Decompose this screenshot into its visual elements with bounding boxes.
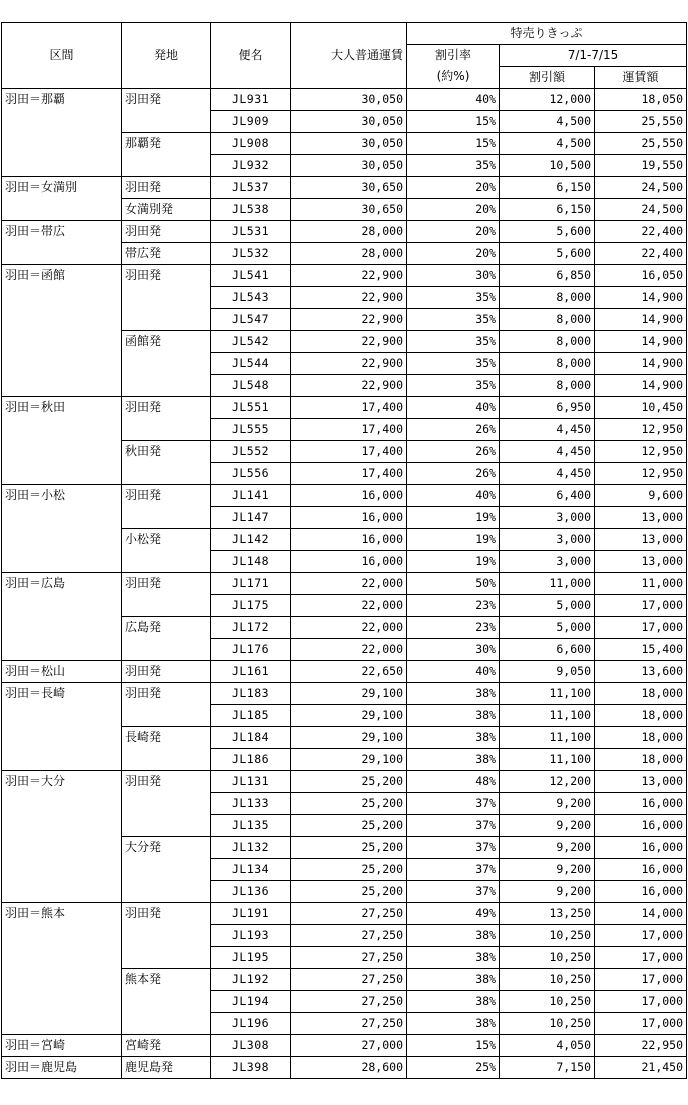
section-cell: 羽田＝女満別 <box>2 177 122 221</box>
header-regular-fare: 大人普通運賃 <box>291 23 407 89</box>
regular-fare-cell: 30,050 <box>291 89 407 111</box>
regular-fare-cell: 22,900 <box>291 287 407 309</box>
discount-rate-cell: 19% <box>407 551 500 573</box>
fare-amount-cell: 12,950 <box>595 463 687 485</box>
discount-amount-cell: 3,000 <box>500 507 595 529</box>
flight-cell: JL931 <box>211 89 291 111</box>
discount-amount-cell: 13,250 <box>500 903 595 925</box>
origin-cell: 羽田発 <box>122 177 211 199</box>
discount-amount-cell: 11,000 <box>500 573 595 595</box>
regular-fare-cell: 30,650 <box>291 177 407 199</box>
discount-rate-cell: 49% <box>407 903 500 925</box>
regular-fare-cell: 25,200 <box>291 793 407 815</box>
discount-amount-cell: 9,050 <box>500 661 595 683</box>
flight-cell: JL183 <box>211 683 291 705</box>
fare-amount-cell: 13,600 <box>595 661 687 683</box>
origin-cell: 熊本発 <box>122 969 211 1035</box>
discount-amount-cell: 11,100 <box>500 749 595 771</box>
flight-cell: JL175 <box>211 595 291 617</box>
discount-amount-cell: 6,150 <box>500 177 595 199</box>
origin-cell: 広島発 <box>122 617 211 661</box>
discount-amount-cell: 8,000 <box>500 353 595 375</box>
fare-amount-cell: 14,000 <box>595 903 687 925</box>
regular-fare-cell: 22,000 <box>291 573 407 595</box>
discount-amount-cell: 3,000 <box>500 551 595 573</box>
discount-amount-cell: 8,000 <box>500 375 595 397</box>
fare-row <box>2 1035 687 1057</box>
flight-cell: JL172 <box>211 617 291 639</box>
discount-rate-cell: 40% <box>407 485 500 507</box>
origin-cell: 羽田発 <box>122 89 211 133</box>
regular-fare-cell: 25,200 <box>291 815 407 837</box>
flight-cell: JL131 <box>211 771 291 793</box>
discount-rate-cell: 35% <box>407 331 500 353</box>
regular-fare-cell: 17,400 <box>291 463 407 485</box>
fare-amount-cell: 14,900 <box>595 309 687 331</box>
discount-amount-cell: 9,200 <box>500 881 595 903</box>
regular-fare-cell: 22,900 <box>291 331 407 353</box>
flight-cell: JL541 <box>211 265 291 287</box>
regular-fare-cell: 22,900 <box>291 353 407 375</box>
regular-fare-cell: 30,050 <box>291 155 407 177</box>
header-fare-amount: 運賃額 <box>595 67 687 89</box>
discount-rate-cell: 38% <box>407 705 500 727</box>
fare-amount-cell: 16,000 <box>595 859 687 881</box>
discount-amount-cell: 6,150 <box>500 199 595 221</box>
discount-rate-cell: 38% <box>407 683 500 705</box>
fare-amount-cell: 13,000 <box>595 551 687 573</box>
fare-amount-cell: 25,550 <box>595 133 687 155</box>
origin-cell: 宮崎発 <box>122 1035 211 1057</box>
discount-amount-cell: 12,000 <box>500 89 595 111</box>
flight-cell: JL555 <box>211 419 291 441</box>
fare-row <box>2 89 687 111</box>
discount-amount-cell: 7,150 <box>500 1057 595 1079</box>
fare-amount-cell: 25,550 <box>595 111 687 133</box>
discount-amount-cell: 6,850 <box>500 265 595 287</box>
discount-amount-cell: 11,100 <box>500 727 595 749</box>
flight-cell: JL531 <box>211 221 291 243</box>
flight-cell: JL184 <box>211 727 291 749</box>
fare-amount-cell: 11,000 <box>595 573 687 595</box>
discount-amount-cell: 8,000 <box>500 287 595 309</box>
fare-amount-cell: 22,400 <box>595 221 687 243</box>
discount-amount-cell: 4,450 <box>500 419 595 441</box>
discount-amount-cell: 11,100 <box>500 683 595 705</box>
flight-cell: JL142 <box>211 529 291 551</box>
discount-amount-cell: 10,500 <box>500 155 595 177</box>
discount-amount-cell: 4,450 <box>500 463 595 485</box>
discount-rate-cell: 23% <box>407 617 500 639</box>
discount-amount-cell: 6,400 <box>500 485 595 507</box>
fare-row <box>2 771 687 793</box>
regular-fare-cell: 22,000 <box>291 617 407 639</box>
origin-cell: 羽田発 <box>122 573 211 617</box>
fare-amount-cell: 17,000 <box>595 595 687 617</box>
discount-amount-cell: 5,600 <box>500 243 595 265</box>
discount-amount-cell: 5,000 <box>500 595 595 617</box>
fare-amount-cell: 21,450 <box>595 1057 687 1079</box>
fare-amount-cell: 10,450 <box>595 397 687 419</box>
origin-cell: 函館発 <box>122 331 211 397</box>
origin-cell: 羽田発 <box>122 485 211 529</box>
discount-rate-cell: 26% <box>407 463 500 485</box>
flight-cell: JL542 <box>211 331 291 353</box>
discount-rate-cell: 40% <box>407 661 500 683</box>
fare-amount-cell: 16,000 <box>595 793 687 815</box>
discount-rate-cell: 20% <box>407 221 500 243</box>
regular-fare-cell: 27,250 <box>291 969 407 991</box>
origin-cell: 長崎発 <box>122 727 211 771</box>
regular-fare-cell: 29,100 <box>291 683 407 705</box>
discount-amount-cell: 10,250 <box>500 991 595 1013</box>
flight-cell: JL133 <box>211 793 291 815</box>
discount-rate-cell: 38% <box>407 947 500 969</box>
discount-amount-cell: 10,250 <box>500 969 595 991</box>
regular-fare-cell: 25,200 <box>291 837 407 859</box>
flight-cell: JL194 <box>211 991 291 1013</box>
header-period: 7/1-7/15 <box>500 45 687 67</box>
regular-fare-cell: 28,000 <box>291 243 407 265</box>
discount-rate-cell: 38% <box>407 925 500 947</box>
discount-rate-cell: 35% <box>407 375 500 397</box>
fare-amount-cell: 22,950 <box>595 1035 687 1057</box>
section-cell: 羽田＝長崎 <box>2 683 122 771</box>
regular-fare-cell: 22,900 <box>291 375 407 397</box>
discount-rate-cell: 38% <box>407 1013 500 1035</box>
flight-cell: JL193 <box>211 925 291 947</box>
regular-fare-cell: 16,000 <box>291 529 407 551</box>
fare-amount-cell: 17,000 <box>595 925 687 947</box>
discount-amount-cell: 6,950 <box>500 397 595 419</box>
flight-cell: JL932 <box>211 155 291 177</box>
regular-fare-cell: 29,100 <box>291 727 407 749</box>
discount-rate-cell: 26% <box>407 441 500 463</box>
discount-amount-cell: 12,200 <box>500 771 595 793</box>
discount-amount-cell: 10,250 <box>500 947 595 969</box>
discount-amount-cell: 10,250 <box>500 1013 595 1035</box>
fare-amount-cell: 12,950 <box>595 419 687 441</box>
discount-amount-cell: 3,000 <box>500 529 595 551</box>
flight-cell: JL135 <box>211 815 291 837</box>
flight-cell: JL556 <box>211 463 291 485</box>
regular-fare-cell: 16,000 <box>291 485 407 507</box>
regular-fare-cell: 17,400 <box>291 441 407 463</box>
discount-rate-cell: 48% <box>407 771 500 793</box>
fare-amount-cell: 14,900 <box>595 353 687 375</box>
discount-rate-cell: 38% <box>407 749 500 771</box>
discount-amount-cell: 11,100 <box>500 705 595 727</box>
fare-amount-cell: 18,000 <box>595 749 687 771</box>
regular-fare-cell: 27,250 <box>291 903 407 925</box>
fare-amount-cell: 12,950 <box>595 441 687 463</box>
fare-amount-cell: 16,000 <box>595 815 687 837</box>
flight-cell: JL171 <box>211 573 291 595</box>
discount-rate-cell: 37% <box>407 793 500 815</box>
fare-amount-cell: 17,000 <box>595 947 687 969</box>
discount-amount-cell: 4,500 <box>500 111 595 133</box>
flight-cell: JL136 <box>211 881 291 903</box>
flight-cell: JL134 <box>211 859 291 881</box>
flight-cell: JL547 <box>211 309 291 331</box>
flight-cell: JL148 <box>211 551 291 573</box>
fare-amount-cell: 14,900 <box>595 375 687 397</box>
fare-amount-cell: 16,050 <box>595 265 687 287</box>
discount-rate-cell: 37% <box>407 859 500 881</box>
fare-amount-cell: 18,000 <box>595 683 687 705</box>
fare-row <box>2 683 687 705</box>
fare-amount-cell: 17,000 <box>595 991 687 1013</box>
origin-cell: 羽田発 <box>122 221 211 243</box>
regular-fare-cell: 22,900 <box>291 309 407 331</box>
origin-cell: 小松発 <box>122 529 211 573</box>
flight-cell: JL544 <box>211 353 291 375</box>
discount-amount-cell: 9,200 <box>500 793 595 815</box>
discount-rate-cell: 38% <box>407 727 500 749</box>
discount-rate-cell: 26% <box>407 419 500 441</box>
origin-cell: 羽田発 <box>122 683 211 727</box>
fare-amount-cell: 13,000 <box>595 771 687 793</box>
discount-rate-cell: 35% <box>407 155 500 177</box>
flight-cell: JL552 <box>211 441 291 463</box>
fare-row <box>2 397 687 419</box>
regular-fare-cell: 30,650 <box>291 199 407 221</box>
origin-cell: 羽田発 <box>122 661 211 683</box>
fare-amount-cell: 22,400 <box>595 243 687 265</box>
header-section: 区間 <box>2 23 122 89</box>
flight-cell: JL908 <box>211 133 291 155</box>
regular-fare-cell: 25,200 <box>291 881 407 903</box>
origin-cell: 羽田発 <box>122 265 211 331</box>
discount-amount-cell: 9,200 <box>500 837 595 859</box>
flight-cell: JL909 <box>211 111 291 133</box>
regular-fare-cell: 27,250 <box>291 1013 407 1035</box>
regular-fare-cell: 27,250 <box>291 947 407 969</box>
header-origin: 発地 <box>122 23 211 89</box>
discount-amount-cell: 9,200 <box>500 859 595 881</box>
flight-cell: JL538 <box>211 199 291 221</box>
header-discount-rate-line2: (約%) <box>436 69 470 83</box>
section-cell: 羽田＝帯広 <box>2 221 122 265</box>
section-cell: 羽田＝秋田 <box>2 397 122 485</box>
discount-rate-cell: 40% <box>407 89 500 111</box>
origin-cell: 帯広発 <box>122 243 211 265</box>
flight-cell: JL147 <box>211 507 291 529</box>
discount-rate-cell: 20% <box>407 177 500 199</box>
flight-cell: JL195 <box>211 947 291 969</box>
regular-fare-cell: 25,200 <box>291 859 407 881</box>
regular-fare-cell: 27,250 <box>291 991 407 1013</box>
regular-fare-cell: 16,000 <box>291 507 407 529</box>
discount-rate-cell: 35% <box>407 309 500 331</box>
regular-fare-cell: 22,000 <box>291 639 407 661</box>
fare-row <box>2 661 687 683</box>
fare-row <box>2 221 687 243</box>
fare-amount-cell: 13,000 <box>595 507 687 529</box>
discount-rate-cell: 50% <box>407 573 500 595</box>
regular-fare-cell: 22,650 <box>291 661 407 683</box>
origin-cell: 羽田発 <box>122 771 211 837</box>
flight-cell: JL192 <box>211 969 291 991</box>
flight-cell: JL551 <box>211 397 291 419</box>
discount-rate-cell: 37% <box>407 837 500 859</box>
fare-amount-cell: 18,050 <box>595 89 687 111</box>
discount-rate-cell: 15% <box>407 111 500 133</box>
fare-amount-cell: 17,000 <box>595 617 687 639</box>
fare-row <box>2 1057 687 1079</box>
fare-amount-cell: 15,400 <box>595 639 687 661</box>
flight-cell: JL161 <box>211 661 291 683</box>
fare-amount-cell: 14,900 <box>595 287 687 309</box>
regular-fare-cell: 28,000 <box>291 221 407 243</box>
discount-rate-cell: 38% <box>407 969 500 991</box>
header-special-ticket: 特売りきっぷ <box>407 23 687 45</box>
discount-rate-cell: 15% <box>407 1035 500 1057</box>
header-row <box>2 23 687 45</box>
discount-rate-cell: 19% <box>407 507 500 529</box>
section-cell: 羽田＝熊本 <box>2 903 122 1035</box>
discount-amount-cell: 10,250 <box>500 925 595 947</box>
discount-rate-cell: 38% <box>407 991 500 1013</box>
flight-cell: JL185 <box>211 705 291 727</box>
discount-rate-cell: 30% <box>407 639 500 661</box>
discount-amount-cell: 8,000 <box>500 331 595 353</box>
flight-cell: JL176 <box>211 639 291 661</box>
section-cell: 羽田＝鹿児島 <box>2 1057 122 1079</box>
origin-cell: 鹿児島発 <box>122 1057 211 1079</box>
origin-cell: 大分発 <box>122 837 211 903</box>
discount-rate-cell: 23% <box>407 595 500 617</box>
fare-row <box>2 485 687 507</box>
fare-amount-cell: 24,500 <box>595 199 687 221</box>
fare-table <box>1 22 687 1079</box>
discount-amount-cell: 4,500 <box>500 133 595 155</box>
regular-fare-cell: 27,250 <box>291 925 407 947</box>
discount-rate-cell: 37% <box>407 815 500 837</box>
discount-rate-cell: 35% <box>407 287 500 309</box>
regular-fare-cell: 28,600 <box>291 1057 407 1079</box>
section-cell: 羽田＝宮崎 <box>2 1035 122 1057</box>
flight-cell: JL532 <box>211 243 291 265</box>
origin-cell: 女満別発 <box>122 199 211 221</box>
fare-amount-cell: 14,900 <box>595 331 687 353</box>
discount-rate-cell: 20% <box>407 243 500 265</box>
regular-fare-cell: 22,900 <box>291 265 407 287</box>
fare-amount-cell: 9,600 <box>595 485 687 507</box>
flight-cell: JL141 <box>211 485 291 507</box>
regular-fare-cell: 17,400 <box>291 397 407 419</box>
fare-amount-cell: 16,000 <box>595 837 687 859</box>
header-flight: 便名 <box>211 23 291 89</box>
fare-amount-cell: 16,000 <box>595 881 687 903</box>
section-cell: 羽田＝広島 <box>2 573 122 661</box>
discount-amount-cell: 6,600 <box>500 639 595 661</box>
regular-fare-cell: 27,000 <box>291 1035 407 1057</box>
regular-fare-cell: 29,100 <box>291 705 407 727</box>
section-cell: 羽田＝小松 <box>2 485 122 573</box>
discount-rate-cell: 30% <box>407 265 500 287</box>
discount-amount-cell: 4,450 <box>500 441 595 463</box>
flight-cell: JL548 <box>211 375 291 397</box>
discount-rate-cell: 19% <box>407 529 500 551</box>
discount-amount-cell: 8,000 <box>500 309 595 331</box>
regular-fare-cell: 17,400 <box>291 419 407 441</box>
discount-rate-cell: 15% <box>407 133 500 155</box>
fare-row <box>2 265 687 287</box>
discount-amount-cell: 4,050 <box>500 1035 595 1057</box>
fare-amount-cell: 24,500 <box>595 177 687 199</box>
section-cell: 羽田＝函館 <box>2 265 122 397</box>
regular-fare-cell: 22,000 <box>291 595 407 617</box>
fare-amount-cell: 17,000 <box>595 1013 687 1035</box>
regular-fare-cell: 29,100 <box>291 749 407 771</box>
fare-amount-cell: 18,000 <box>595 727 687 749</box>
flight-cell: JL308 <box>211 1035 291 1057</box>
fare-row <box>2 903 687 925</box>
fare-row <box>2 177 687 199</box>
fare-amount-cell: 13,000 <box>595 529 687 551</box>
fare-amount-cell: 19,550 <box>595 155 687 177</box>
flight-cell: JL191 <box>211 903 291 925</box>
regular-fare-cell: 25,200 <box>291 771 407 793</box>
fare-amount-cell: 18,000 <box>595 705 687 727</box>
discount-amount-cell: 9,200 <box>500 815 595 837</box>
discount-rate-cell: 37% <box>407 881 500 903</box>
flight-cell: JL132 <box>211 837 291 859</box>
section-cell: 羽田＝大分 <box>2 771 122 903</box>
discount-amount-cell: 5,600 <box>500 221 595 243</box>
header-discount-rate <box>407 45 500 89</box>
origin-cell: 羽田発 <box>122 903 211 969</box>
section-cell: 羽田＝松山 <box>2 661 122 683</box>
regular-fare-cell: 30,050 <box>291 133 407 155</box>
header-discount-amount: 割引額 <box>500 67 595 89</box>
fare-row <box>2 573 687 595</box>
fare-amount-cell: 17,000 <box>595 969 687 991</box>
origin-cell: 那覇発 <box>122 133 211 177</box>
flight-cell: JL543 <box>211 287 291 309</box>
flight-cell: JL398 <box>211 1057 291 1079</box>
discount-rate-cell: 25% <box>407 1057 500 1079</box>
regular-fare-cell: 16,000 <box>291 551 407 573</box>
flight-cell: JL186 <box>211 749 291 771</box>
discount-rate-cell: 35% <box>407 353 500 375</box>
discount-amount-cell: 5,000 <box>500 617 595 639</box>
origin-cell: 秋田発 <box>122 441 211 485</box>
section-cell: 羽田＝那覇 <box>2 89 122 177</box>
flight-cell: JL537 <box>211 177 291 199</box>
regular-fare-cell: 30,050 <box>291 111 407 133</box>
header-discount-rate-line1: 割引率 <box>434 48 471 62</box>
discount-rate-cell: 20% <box>407 199 500 221</box>
flight-cell: JL196 <box>211 1013 291 1035</box>
origin-cell: 羽田発 <box>122 397 211 441</box>
discount-rate-cell: 40% <box>407 397 500 419</box>
